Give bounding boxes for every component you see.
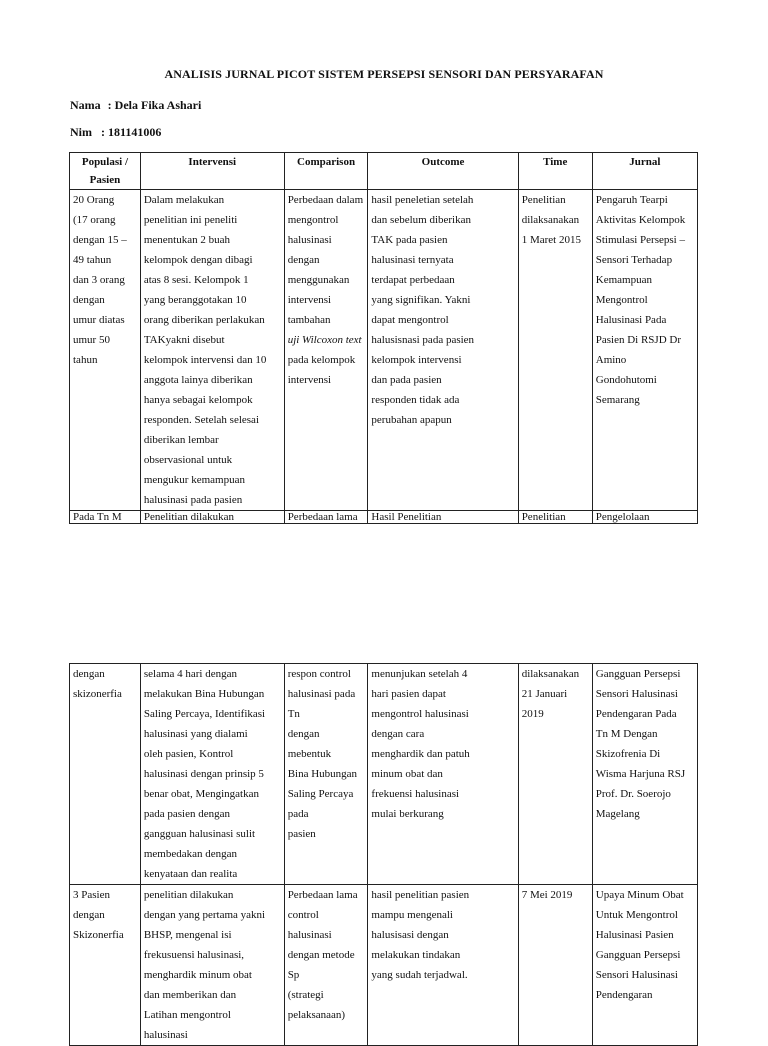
document-title: ANALISIS JURNAL PICOT SISTEM PERSEPSI SENSORI DAN PERSYARAFAN (164, 67, 604, 81)
comparison-text-a: Perbedaan dalam mengontrol halusinasi dengan menggunakan intervensi tambahan (287, 194, 364, 326)
table-row (70, 190, 698, 511)
header-comparison: Comparison (284, 153, 368, 190)
cell-populasi: 20 Orang (17 orang dengan 15 – 49 tahun dan 3 orang dengan umur diatas umur 50 tahun (70, 190, 141, 511)
cell-time: Penelitian dilaksanakan 1 Maret 2015 (518, 190, 592, 511)
nim-value: : 181141006 (101, 125, 162, 139)
cell-comparison (284, 190, 368, 511)
cell-outcome: hasil peneletian setelah dan sebelum diberikan TAK pada pasien halusinasi ternyata terdapat perbedaan yang signifikan. Yakni dapat mengontrol halusisnasi pada pasien kelompok intervensi dan pada pasien responden tidak ada perubahan apapun (368, 190, 518, 511)
table-header-row (70, 153, 698, 190)
cell-outcome: hasil penelitian pasien mampu mengenali halusisasi dengan melakukan tindakan yang sudah terjadwal. (368, 885, 518, 1046)
header-time: Time (518, 153, 592, 190)
cell-time: Penelitian (518, 511, 592, 524)
comparison-text-italic: uji Wilcoxon text (287, 334, 362, 346)
cell-intervensi: selama 4 hari dengan melakukan Bina Hubungan Saling Percaya, Identifikasi halusinasi yang dialami oleh pasien, Kontrol halusinasi dengan prinsip 5 benar obat, Mengingatkan pada pasien dengan gangguan halusinasi sulit membedakan dengan kenyataan dan realita (140, 664, 284, 885)
cell-jurnal: Pengaruh Tearpi Aktivitas Kelompok Stimulasi Persepsi – Sensori Terhadap Kemampuan Mengontrol Halusinasi Pada Pasien Di RSJD Dr Amino Gondohutomi Semarang (592, 190, 697, 511)
cell-jurnal: Pengelolaan (592, 511, 697, 524)
nim-line (70, 125, 161, 140)
table-row (70, 511, 698, 524)
cell-populasi: Pada Tn M (70, 511, 141, 524)
cell-intervensi: Dalam melakukan penelitian ini peneliti menentukan 2 buah kelompok dengan dibagi atas 8 sesi. Kelompok 1 yang beranggotakan 10 orang diberikan perlakukan TAKyakni disebut kelompok intervensi dan 10 anggota lainya diberikan hanya sebagai kelompok responden. Setelah selesai diberikan lembar observasional untuk mengukur kemampuan halusinasi pada pasien (140, 190, 284, 511)
picot-table-page-1 (69, 152, 698, 524)
cell-comparison: Perbedaan lama control halusinasi dengan metode Sp (strategi pelaksanaan) (284, 885, 368, 1046)
table-row (70, 885, 698, 1046)
header-intervensi: Intervensi (140, 153, 284, 190)
cell-outcome: menunjukan setelah 4 hari pasien dapat mengontrol halusinasi dengan cara menghardik dan patuh minum obat dan frekuensi halusinasi mulai berkurang (368, 664, 518, 885)
table-row (70, 664, 698, 885)
cell-populasi: 3 Pasien dengan Skizonerfia (70, 885, 141, 1046)
header-jurnal: Jurnal (592, 153, 697, 190)
comparison-text-b: pada kelompok intervensi (287, 354, 356, 386)
cell-jurnal: Upaya Minum Obat Untuk Mengontrol Halusinasi Pasien Gangguan Persepsi Sensori Halusinasi Pendengaran (592, 885, 697, 1046)
cell-comparison: respon control halusinasi pada Tn dengan mebentuk Bina Hubungan Saling Percaya pada pasien (284, 664, 368, 885)
cell-time: dilaksanakan 21 Januari 2019 (518, 664, 592, 885)
cell-jurnal: Gangguan Persepsi Sensori Halusinasi Pendengaran Pada Tn M Dengan Skizofrenia Di Wisma Harjuna RSJ Prof. Dr. Soerojo Magelang (592, 664, 697, 885)
nama-value: : Dela Fika Ashari (107, 98, 202, 112)
nama-label: Nama (70, 98, 101, 112)
cell-intervensi: Penelitian dilakukan (140, 511, 284, 524)
nim-label: Nim (70, 125, 92, 139)
picot-table-page-2 (69, 663, 698, 1046)
cell-comparison: Perbedaan lama (284, 511, 368, 524)
cell-intervensi: penelitian dilakukan dengan yang pertama yakni BHSP, mengenal isi frekusuensi halusinasi, menghardik minum obat dan memberikan dan Latihan mengontrol halusinasi (140, 885, 284, 1046)
nama-line (70, 98, 201, 113)
header-outcome: Outcome (368, 153, 518, 190)
cell-time: 7 Mei 2019 (518, 885, 592, 1046)
cell-populasi: dengan skizonerfia (70, 664, 141, 885)
cell-outcome: Hasil Penelitian (368, 511, 518, 524)
header-populasi: Populasi / Pasien (70, 153, 141, 190)
